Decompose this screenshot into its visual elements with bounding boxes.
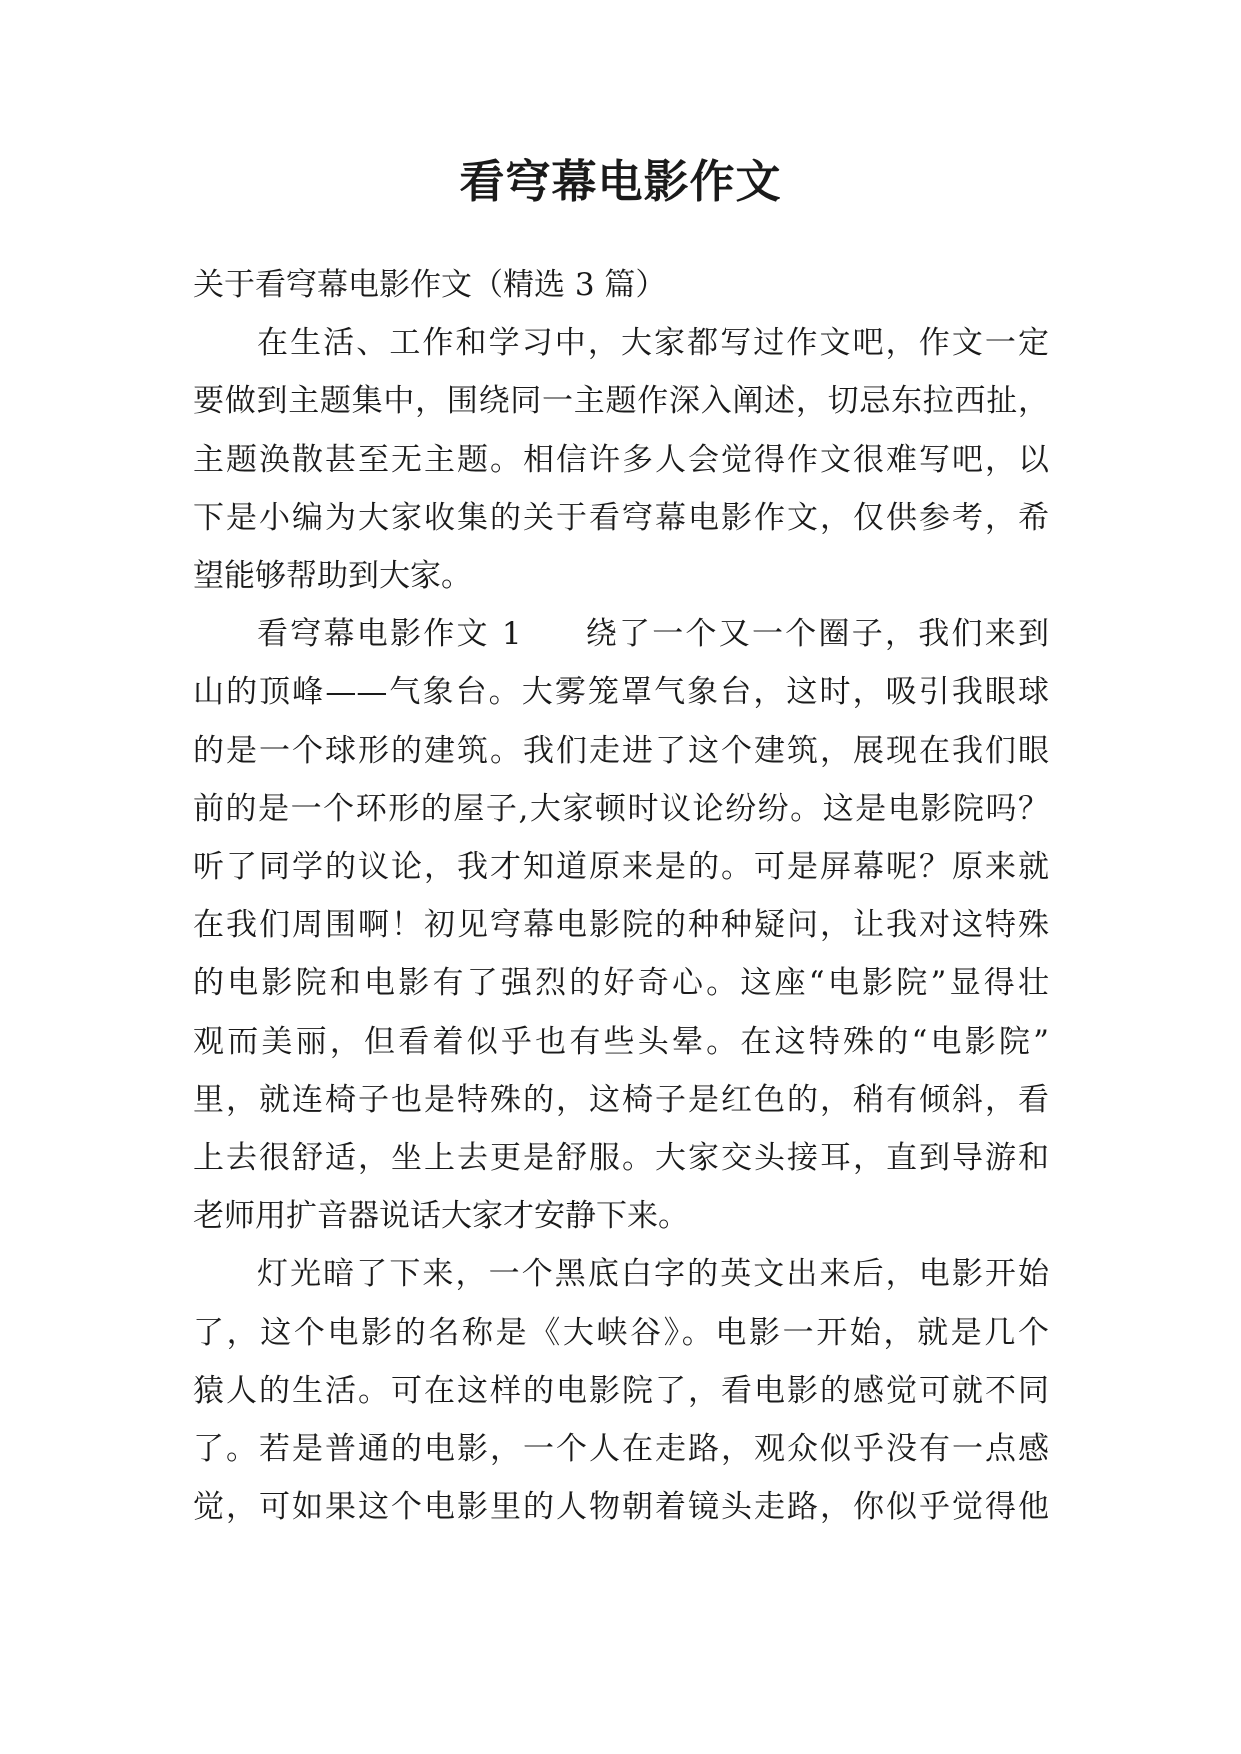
intro-line: 要做到主题集中，围绕同一主题作深入阐述，切忌东拉西扯， bbox=[193, 383, 1049, 420]
essay-1-line: 的是一个球形的建筑。我们走进了这个建筑，展现在我们眼 bbox=[193, 732, 1049, 769]
document-body bbox=[193, 256, 1049, 1536]
paragraph-line: 了，这个电影的名称是《大峡谷》。电影一开始，就是几个 bbox=[193, 1314, 1049, 1351]
essay-1-line: 观而美丽，但看着似乎也有些头晕。在这特殊的“电影院” bbox=[193, 1023, 1049, 1060]
document-subtitle: 关于看穹幕电影作文（精选 3 篇） bbox=[193, 267, 667, 303]
paragraph-line: 灯光暗了下来，一个黑底白字的英文出来后，电影开始 bbox=[257, 1256, 1049, 1293]
essay-1-line: 里，就连椅子也是特殊的，这椅子是红色的，稍有倾斜，看 bbox=[193, 1081, 1049, 1118]
paragraph-line: 觉，可如果这个电影里的人物朝着镜头走路，你似乎觉得他 bbox=[193, 1489, 1049, 1526]
paragraph-line: 了。若是普通的电影，一个人在走路，观众似乎没有一点感 bbox=[193, 1431, 1049, 1468]
essay-1-line: 上去很舒适，坐上去更是舒服。大家交头接耳，直到导游和 bbox=[193, 1140, 1049, 1177]
essay-1-first-line bbox=[193, 605, 1049, 663]
essay-1-line: 老师用扩音器说话大家才安静下来。 bbox=[193, 1198, 689, 1235]
intro-line: 主题涣散甚至无主题。相信许多人会觉得作文很难写吧，以 bbox=[193, 441, 1049, 478]
essay-1-line: 在我们周围啊！初见穹幕电影院的种种疑问，让我对这特殊 bbox=[193, 907, 1049, 944]
essay-1-line: 前的是一个环形的屋子,大家顿时议论纷纷。这是电影院吗？ bbox=[193, 790, 1049, 827]
intro-line: 下是小编为大家收集的关于看穹幕电影作文，仅供参考，希 bbox=[193, 499, 1049, 536]
essay-1-line: 山的顶峰——气象台。大雾笼罩气象台，这时，吸引我眼球 bbox=[193, 674, 1049, 711]
essay-1-heading: 看穹幕电影作文 1 bbox=[257, 616, 522, 653]
essay-1-line: 的电影院和电影有了强烈的好奇心。这座“电影院”显得壮 bbox=[193, 965, 1049, 1002]
intro-line: 在生活、工作和学习中，大家都写过作文吧，作文一定 bbox=[257, 325, 1049, 362]
intro-line: 望能够帮助到大家。 bbox=[193, 558, 472, 595]
document-title: 看穹幕电影作文 bbox=[459, 155, 782, 208]
essay-1-line: 听了同学的议论，我才知道原来是的。可是屏幕呢？原来就 bbox=[193, 849, 1049, 886]
essay-1-line: 绕了一个又一个圈子，我们来到 bbox=[583, 616, 1050, 653]
paragraph-line: 猿人的生活。可在这样的电影院了，看电影的感觉可就不同 bbox=[193, 1372, 1049, 1409]
